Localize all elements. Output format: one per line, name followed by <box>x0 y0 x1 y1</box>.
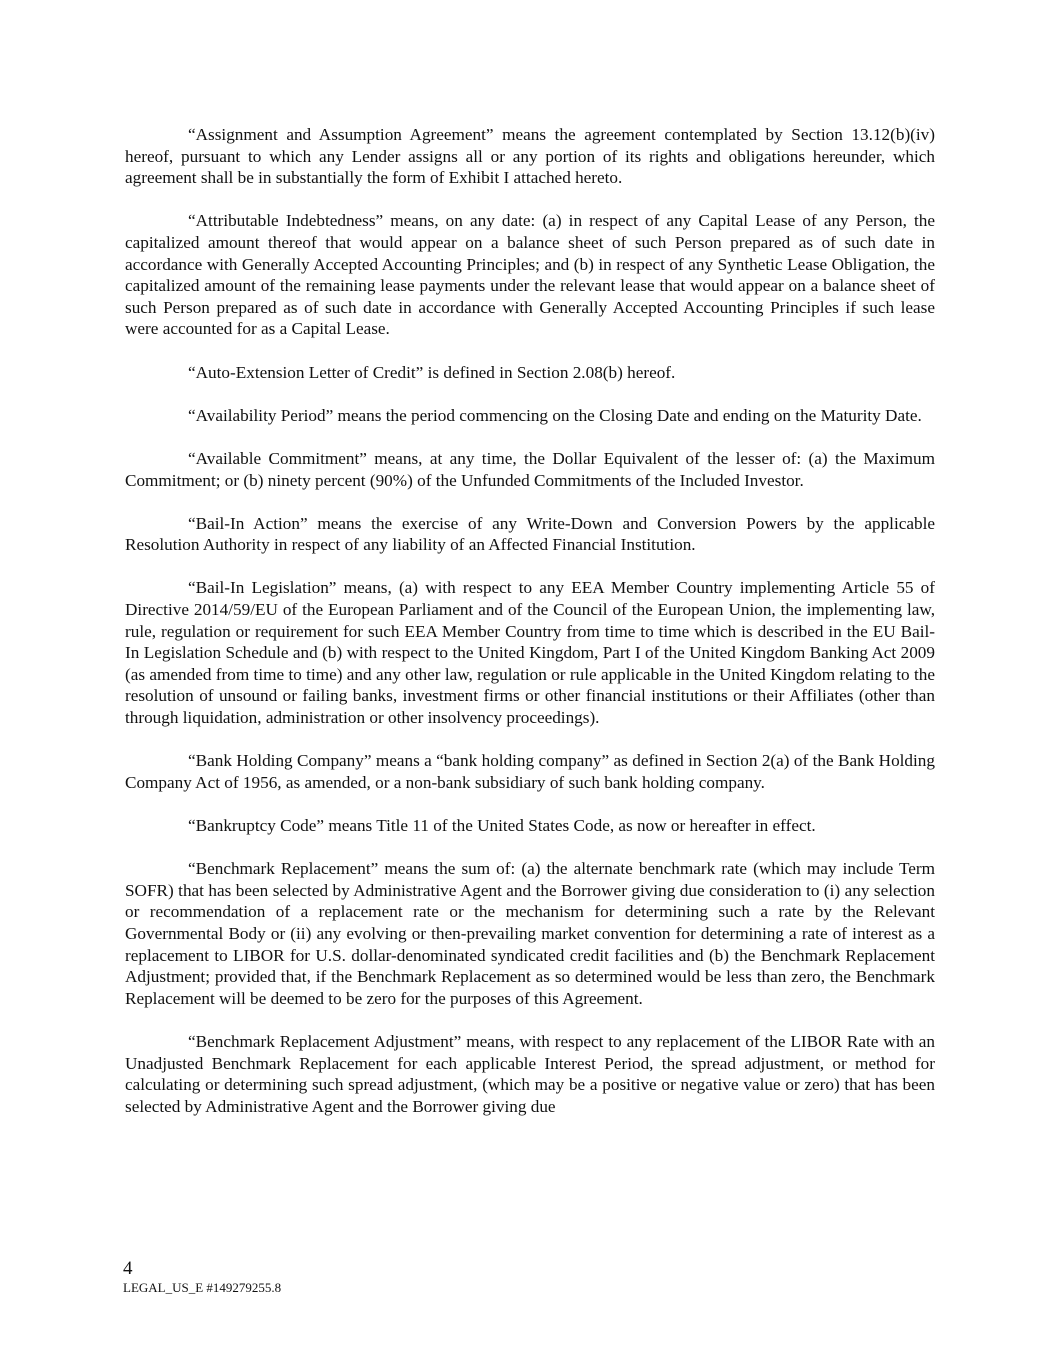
definition-available-commitment: “Available Commitment” means, at any time, the Dollar Equivalent of the lesser of: (a) the Maximum Commitment; or (b) ninety percent (90%) of the Unfunded Commitments of the Included Investor. <box>125 448 935 490</box>
definition-availability-period: “Availability Period” means the period commencing on the Closing Date and ending on the Maturity Date. <box>188 405 922 425</box>
definition-bail-in-legislation: “Bail-In Legislation” means, (a) with respect to any EEA Member Country implementing Article 55 of Directive 2014/59/EU of the European Parliament and of the Council of the European Union, the implementing law, rule, regulation or requirement for such EEA Member Country from time to time which is described in the EU Bail-In Legislation Schedule and (b) with respect to the United Kingdom, Part I of the United Kingdom Banking Act 2009 (as amended from time to time) and any other law, regulation or rule applicable in the United Kingdom relating to the resolution of unsound or failing banks, investment firms or other financial institutions or their Affiliates (other than through liquidation, administration or other insolvency proceedings). <box>125 578 935 728</box>
definition-bail-in-action: “Bail-In Action” means the exercise of any Write-Down and Conversion Powers by the applicable Resolution Authority in respect of any liability of an Affected Financial Institution. <box>125 513 935 555</box>
definition-benchmark-replacement-adjustment: “Benchmark Replacement Adjustment” means, with respect to any replacement of the LIBOR Rate with an Unadjusted Benchmark Replacement for each applicable Interest Period, the spread adjustment, or method for calculating or determining such spread adjustment, (which may be a positive or negative value or zero) that has been selected by Administrative Agent and the Borrower giving due <box>125 1031 935 1116</box>
definition-assignment-and-assumption-agreement: “Assignment and Assumption Agreement” means the agreement contemplated by Section 13.12(b)(iv) hereof, pursuant to which any Lender assigns all or any portion of its rights and obligations hereunder, which agreement shall be in substantially the form of Exhibit I attached hereto. <box>125 125 935 188</box>
definition-attributable-indebtedness: “Attributable Indebtedness” means, on any date: (a) in respect of any Capital Lease of any Person, the capitalized amount thereof that would appear on a balance sheet of such Person prepared as of such date in accordance with Generally Accepted Accounting Principles; and (b) in respect of any Synthetic Lease Obligation, the capitalized amount of the remaining lease payments under the relevant lease that would appear on a balance sheet of such Person prepared as of such date in accordance with Generally Accepted Accounting Principles if such lease were accounted for as a Capital Lease. <box>125 211 935 339</box>
definition-bankruptcy-code: “Bankruptcy Code” means Title 11 of the United States Code, as now or hereafter in effect. <box>188 816 816 835</box>
document-id: LEGAL_US_E #149279255.8 <box>123 1280 282 1295</box>
definition-bank-holding-company: “Bank Holding Company” means a “bank holding company” as defined in Section 2(a) of the Bank Holding Company Act of 1956, as amended, or a non-bank subsidiary of such bank holding company. <box>125 751 935 792</box>
definition-benchmark-replacement: “Benchmark Replacement” means the sum of: (a) the alternate benchmark rate (which may include Term SOFR) that has been selected by Administrative Agent and the Borrower giving due consideration to (i) any selection or recommendation of a replacement rate or the mechanism for determining such a rate by the Relevant Governmental Body or (ii) any evolving or then-prevailing market convention for determining a rate of interest as a replacement to LIBOR for U.S. dollar-denominated syndicated credit facilities and (b) the Benchmark Replacement Adjustment; provided that, if the Benchmark Replacement as so determined would be less than zero, the Benchmark Replacement will be deemed to be zero for the purposes of this Agreement. <box>125 859 935 1008</box>
document-body <box>125 124 935 1139</box>
page-number: 4 <box>123 1258 133 1279</box>
definition-auto-extension-letter-of-credit: “Auto-Extension Letter of Credit” is defined in Section 2.08(b) hereof. <box>188 362 676 382</box>
page-footer <box>123 1258 281 1296</box>
